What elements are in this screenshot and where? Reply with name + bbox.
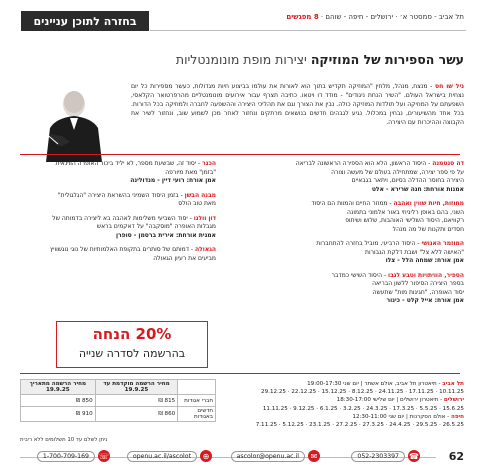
bio-name: ניל שו חס (435, 83, 465, 90)
top-bar (0, 10, 480, 32)
program-line: השני, בהם באופן רליגיוזי באור אלמוני בתמונה (347, 208, 464, 216)
phone-contact[interactable] (351, 450, 420, 462)
program-line: בספר היצירה הסיפור ללשון הבריאה (372, 280, 464, 287)
table-row (21, 395, 216, 407)
program-line: יסוד האופרה, "חגיגות מות" שתעשה (372, 288, 464, 296)
page-number: 62 (448, 450, 464, 463)
header-locations: תל אביב - סמסטר א׳ · ירושלים - חיפה - שוהם · (318, 13, 464, 21)
discount-banner (56, 321, 208, 368)
schedule-venue: - אולם הסקרנות | יום שני 12:30-11:00 (352, 413, 451, 420)
program-item-title: דה סנטמנה (432, 160, 464, 167)
top-divider (150, 30, 466, 31)
schedule-dates: 15.6.25 · 5.5.25 · 17.3.25 · 24.3.25 · 3.2.25 · 6.1.25 · 9.12.25 · 11.11.25 (262, 405, 464, 412)
discount-percent: 20% הנחה (92, 325, 172, 343)
program-item (20, 192, 216, 209)
schedule-dates: 26.5.25 · 29.5.25 · 24.4.25 · 27.3.25 · 27.2.25 · 23.1.25 · 5.12.25 · 7.11.25 (255, 422, 464, 429)
program-left-column (20, 160, 216, 269)
email-contact[interactable] (231, 450, 320, 462)
schedule-dates: 10.11.25 · 17.11.25 · 24.11.25 · 8.12.25 · 15.12.25 · 22.12.25 · 29.12.25 (261, 389, 464, 396)
header-sessions: 8 מפגשים (286, 13, 319, 21)
program-item (254, 272, 464, 306)
conductor-bio (131, 82, 464, 127)
price-early: 815 ₪ (95, 395, 178, 407)
program-item-title: הספיר, הוויתויות וטבע לגבו (388, 271, 464, 279)
conductor-photo (40, 84, 108, 162)
schedule (254, 380, 464, 429)
program-item-title: מבנה הבשן (184, 191, 216, 199)
program-item (20, 246, 216, 263)
program-item-title: הגאולה (195, 246, 216, 253)
program-line: - היסוד הראשון, הלא הוא הספירה הראשונה לבריאה (295, 160, 433, 167)
guest-artist: אמן אורח: רועי דיין - מנדולינה (130, 177, 216, 184)
hotline-contact[interactable] (37, 450, 110, 462)
section-divider (20, 154, 460, 155)
program-line: היצירה בחוסר ההדלה בסיום, ויתאר בגבאיים (351, 177, 464, 184)
email-icon: ✉ (308, 450, 320, 462)
phone-icon: ☎ (409, 451, 419, 461)
title-sub: יצירות מופת מונומנטליות (175, 52, 311, 67)
guest-artist: אמנית אורחת: אירית ברסמן - סופרן (115, 231, 216, 239)
program-line: מגבלות האופרה "מוסקבה" על דאקמים בראש (96, 223, 216, 230)
program-line: - יסוד השביעי משלימות לאהבה בא ליצירה בדמותה של (52, 214, 194, 222)
schedule-divider (20, 373, 460, 374)
website-url: openu.ac.il/ascolot (127, 451, 197, 462)
schedule-line (254, 380, 464, 388)
website-contact[interactable] (127, 450, 212, 462)
schedule-venue: - תיאטרון ירושלים | יום שלישי 18:30-17:00 (336, 397, 444, 404)
web-icon: ⊕ (200, 450, 212, 462)
program-line: מביעים את רעיון הגאולה (153, 254, 216, 262)
program-line: רקוויאם, היסוד השלישי האוהבות, שלוש ושיתופ (345, 217, 464, 224)
email-address: ascolor@openu.ac.il (231, 451, 305, 462)
price-table (20, 379, 216, 422)
schedule-city: חיפה (450, 413, 464, 420)
program-item (254, 240, 464, 266)
back-to-contents-button[interactable]: בחזרה לתוכן עניינים (20, 10, 150, 32)
footer (20, 447, 464, 465)
header-info (286, 13, 464, 21)
title-main: עשר הספירות של המוזיקה (310, 52, 464, 67)
program-item-title: דון וולנו (193, 214, 216, 222)
program-line: "האישה ללא צל" ושבת דלקת הגבורות (365, 248, 464, 256)
bio-text: - מנצח, מנהל, מלחין "המוזיקה תקדיש בתוך הוא לאורות את עולמו בביצוע חיות מגדולות, כעשר מספירות כל יום נצחית בישראל העולם. "השיר הנחת ניגודים" - מודד דו ויטאו. כתיבה תצרף עבור אירועים מונומנטליים מהרפרטואר הקלאסי, השפעתם על המוזיקה ועל תולדות המוזיקה כולה. נבין את הצורך וגם את תהליכי היצירה וההשפעה לחברה ולמוזיקה בכל הדורות. בכל אחד מהשיעורים, נבחין במכלול. נגיע לגבהים חדשים בנושאים מרתקים ונחזור לאחר מכן לשמוע שוב, ונחזור לשיר את הקבוצה וההיכרות עם היצירה. (131, 83, 464, 126)
program-line: - ממוזר החיים והמוות הם היסוד (311, 200, 394, 207)
table-row (21, 407, 216, 422)
price-header-late: מחיר הרשמה מתאריך 19.9.25 (21, 380, 96, 395)
program-line: - היסוד השישי כמדבר (331, 271, 389, 279)
program-line: מאת טוב הולס (178, 200, 216, 207)
schedule-venue: - תיאטרון תל אביב, אולם אשתר | יום שני 19:00-17:30 (307, 381, 443, 387)
guest-artist: אמן אורח: שמחה הלל - צלו (385, 257, 464, 264)
program-line: - היסוד הרביעי, מוביל בחזרה להתחברות (316, 240, 422, 247)
program-item (254, 160, 464, 194)
payment-note: ניתן לשלם עד 10 תשלומים ללא ריבית (20, 437, 108, 443)
program-item (20, 215, 216, 241)
program-line: על פי ספר יצירה, שמתחילה בעולם של מעשה וצורה (331, 168, 464, 176)
program-line: - בזמן היסוד השמיני בהשראת היצירה "הגלגולית" (57, 191, 185, 199)
guest-artist: אמן אורח: אייל קלט - כינור (386, 297, 464, 304)
price-header-row (21, 380, 216, 395)
price-empty-cell (178, 380, 216, 395)
price-late: 910 ₪ (21, 407, 96, 422)
price-early: 860 ₪ (95, 407, 178, 422)
program-item (254, 200, 464, 234)
hotline-icon: ☏ (99, 451, 110, 461)
program-right-column (254, 160, 464, 312)
price-row-label: חדשים באגודות (178, 407, 216, 422)
discount-condition: בהרשמה לסדרה שנייה (78, 347, 186, 360)
program-item-title: המוזמר האנושי (421, 240, 464, 247)
schedule-city: תל אביב (442, 381, 464, 387)
program-item-title: הכנר (202, 160, 216, 167)
price-row-label: חברי אגודות (178, 395, 216, 407)
program-line: "בזמן" מאת מיורפה (165, 168, 216, 176)
phone-number: 052-2303397 (351, 451, 405, 462)
price-header-early: מחיר הרשמה מוקדמת עד 19.9.25 (95, 380, 178, 395)
schedule-line (254, 413, 464, 421)
page-title (24, 52, 464, 67)
program-line: - דמותם של סותרים בתקופת האלמותיות של נוגי נוגשוויץ (49, 246, 196, 253)
program-item-title: מחוזות, חיות שווין ואהבה (393, 200, 464, 207)
program-line: חסדים ותקנות של מה מנהל (392, 225, 464, 233)
guest-artist: אמנות אורחת: חנה שרירא - אלט (371, 185, 464, 193)
hotline-number: 1-700-709-169 (37, 451, 95, 462)
program-item (20, 160, 216, 186)
schedule-city: ירושלים (443, 397, 464, 404)
program-line: - יסוד זה, שבשעת מספר, לא יליד ביכור האופרה הווינאית (55, 160, 203, 167)
schedule-line (254, 396, 464, 404)
price-late: 850 ₪ (21, 395, 96, 407)
